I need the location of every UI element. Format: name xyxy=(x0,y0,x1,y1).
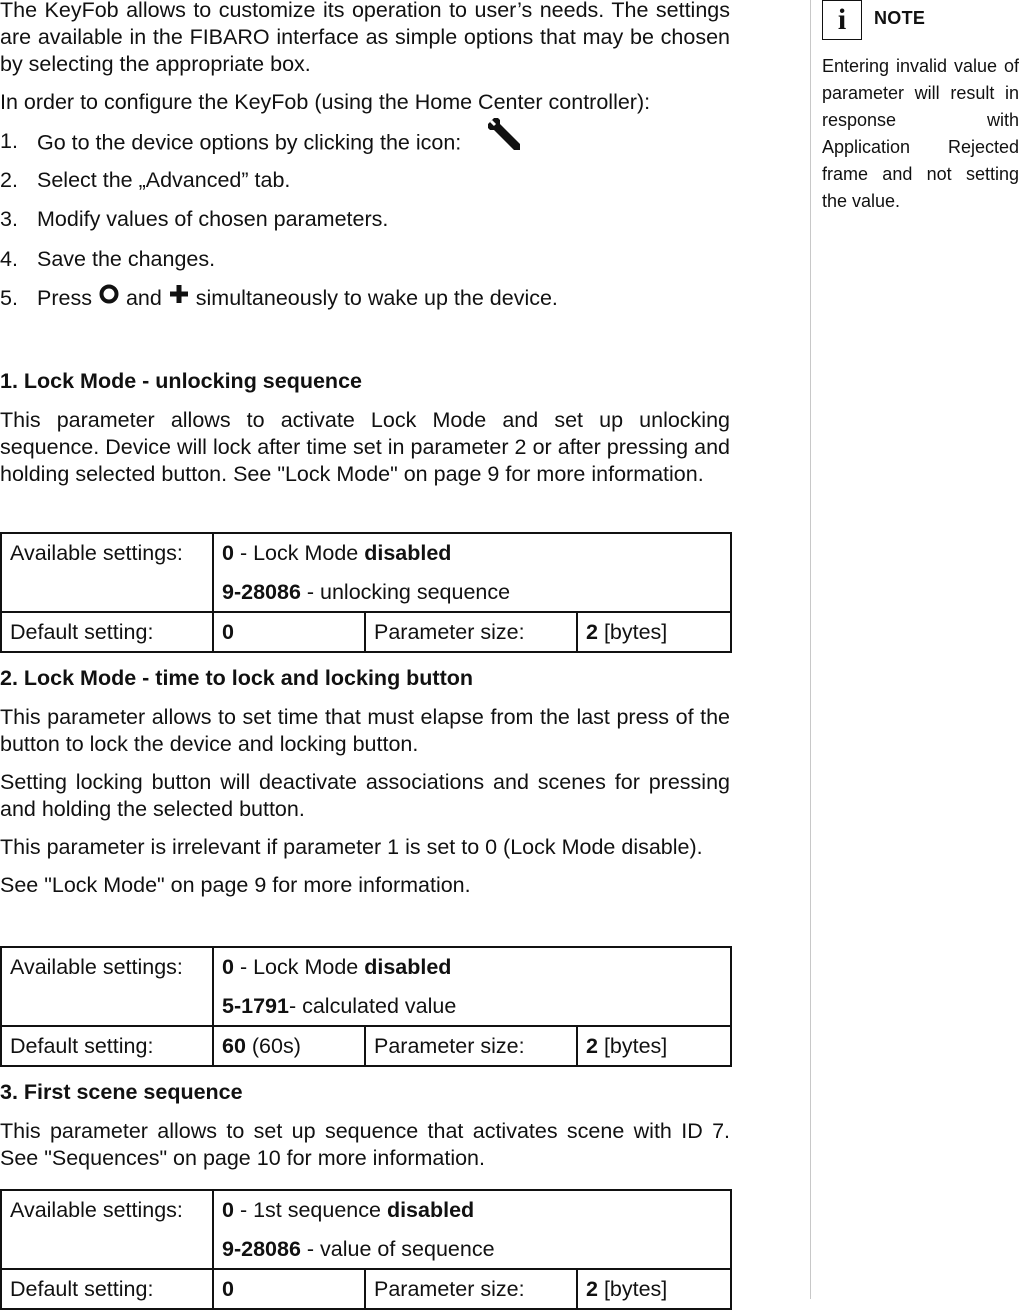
default-setting-label: Default setting: xyxy=(10,1034,154,1058)
param-paragraph: This parameter allows to set up sequence that activates scene with ID 7. See "Sequences" on page 10 for more information. xyxy=(0,1119,730,1170)
size-value-cell xyxy=(577,1026,731,1066)
setting-bold: disabled xyxy=(364,955,452,979)
label-cell xyxy=(1,612,213,652)
step-item xyxy=(0,279,730,318)
default-value: 60 xyxy=(222,1034,246,1058)
parameter-size-label: Parameter size: xyxy=(374,1034,525,1058)
step-number: 5. xyxy=(0,285,18,310)
setting-value: 0 xyxy=(222,955,234,979)
default-setting-label: Default setting: xyxy=(10,620,154,644)
plus-button-icon xyxy=(168,279,190,318)
param-paragraph: This parameter allows to activate Lock Mode and set up unlocking sequence. Device will lock after time set in parameter 2 or after pressing and holding selected button. See "Lock Mode" on page 9 for more information. xyxy=(0,408,730,486)
step-text-pre: Press xyxy=(37,285,92,310)
size-value: 2 xyxy=(586,620,598,644)
default-setting-label: Default setting: xyxy=(10,1277,154,1301)
size-value: 2 xyxy=(586,1034,598,1058)
label-cell xyxy=(365,1026,577,1066)
step-item xyxy=(0,122,730,161)
label-cell xyxy=(1,1026,213,1066)
settings-cell xyxy=(213,533,731,612)
intro-paragraph: The KeyFob allows to customize its operation to user’s needs. The settings are available in the FIBARO interface as simple options that may be chosen by selecting the appropriate box. xyxy=(0,0,730,76)
label-cell xyxy=(1,947,213,1026)
note-text: Entering invalid value of parameter will result in response with Application Rejected frame and not setting the value. xyxy=(822,56,1019,211)
param-paragraph: This parameter allows to set time that must elapse from the last press of the button to lock the device and locking button. xyxy=(0,705,730,756)
step-number: 4. xyxy=(0,246,18,271)
size-unit: [bytes] xyxy=(597,1277,668,1301)
column-divider xyxy=(810,0,811,1299)
param-title: 1. Lock Mode - unlocking sequence xyxy=(0,369,362,393)
setting-desc: - value of sequence xyxy=(300,1237,495,1261)
settings-cell xyxy=(213,1190,731,1269)
settings-cell xyxy=(213,947,731,1026)
param-paragraph: See "Lock Mode" on page 9 for more information. xyxy=(0,873,471,897)
note-title: NOTE xyxy=(874,8,926,28)
size-value: 2 xyxy=(586,1277,598,1301)
size-value-cell xyxy=(577,612,731,652)
param-paragraph: This parameter is irrelevant if parameter 1 is set to 0 (Lock Mode disable). xyxy=(0,835,703,859)
size-unit: [bytes] xyxy=(597,1034,668,1058)
label-cell xyxy=(1,1269,213,1309)
setting-desc: - 1st sequence xyxy=(233,1198,387,1222)
label-cell xyxy=(365,612,577,652)
setting-bold: disabled xyxy=(386,1198,475,1222)
step-number: 3. xyxy=(0,207,18,232)
setting-value: 9-28086 xyxy=(222,1237,301,1261)
step-item xyxy=(0,161,730,200)
param-section xyxy=(0,665,730,899)
step-number: 1. xyxy=(0,129,18,153)
step-text: Go to the device options by clicking the icon: xyxy=(37,130,462,155)
step-text: Modify values of chosen parameters. xyxy=(37,207,389,232)
param-section xyxy=(0,368,730,488)
setting-value: 9-28086 xyxy=(222,580,301,604)
step-text: Save the changes. xyxy=(37,246,216,271)
setting-bold: disabled xyxy=(364,541,452,565)
default-value-cell xyxy=(213,1026,365,1066)
setting-desc: - Lock Mode xyxy=(233,955,365,979)
step-number: 2. xyxy=(0,168,18,193)
available-settings-label: Available settings: xyxy=(10,955,183,979)
label-cell xyxy=(365,1269,577,1309)
param-table xyxy=(0,532,732,653)
intro-instructions: In order to configure the KeyFob (using the Home Center controller): xyxy=(0,90,651,114)
param-table xyxy=(0,1189,732,1310)
setting-value: 0 xyxy=(222,541,234,565)
default-value: 0 xyxy=(222,1277,234,1301)
step-text-post: simultaneously to wake up the device. xyxy=(195,285,558,310)
default-value-cell xyxy=(213,612,365,652)
circle-button-icon xyxy=(98,279,120,318)
param-title: 3. First scene sequence xyxy=(0,1080,243,1104)
info-icon: i xyxy=(822,0,862,40)
setting-value: 5-1791 xyxy=(222,994,289,1018)
note-sidebar xyxy=(822,0,1019,211)
note-header xyxy=(822,0,1019,42)
param-table xyxy=(0,946,732,1067)
step-item xyxy=(0,240,730,279)
setting-desc: - calculated value xyxy=(288,994,457,1018)
step-text-mid: and xyxy=(125,285,162,310)
setting-desc: - unlocking sequence xyxy=(300,580,511,604)
step-text: Select the „Advanced” tab. xyxy=(37,168,291,193)
label-cell xyxy=(1,533,213,612)
available-settings-label: Available settings: xyxy=(10,541,183,565)
setting-desc: - Lock Mode xyxy=(233,541,365,565)
parameter-size-label: Parameter size: xyxy=(374,1277,525,1301)
parameter-size-label: Parameter size: xyxy=(374,620,525,644)
default-extra: (60s) xyxy=(245,1034,301,1058)
param-section xyxy=(0,1079,730,1172)
size-value-cell xyxy=(577,1269,731,1309)
available-settings-label: Available settings: xyxy=(10,1198,183,1222)
wrench-icon xyxy=(485,112,525,165)
param-paragraph: Setting locking button will deactivate associations and scenes for pressing and holding the selected button. xyxy=(0,770,730,821)
label-cell xyxy=(1,1190,213,1269)
default-value: 0 xyxy=(222,620,234,644)
steps-list xyxy=(0,122,730,318)
size-unit: [bytes] xyxy=(597,620,668,644)
setting-value: 0 xyxy=(222,1198,234,1222)
step-item xyxy=(0,200,730,239)
param-title: 2. Lock Mode - time to lock and locking button xyxy=(0,666,474,690)
default-value-cell xyxy=(213,1269,365,1309)
